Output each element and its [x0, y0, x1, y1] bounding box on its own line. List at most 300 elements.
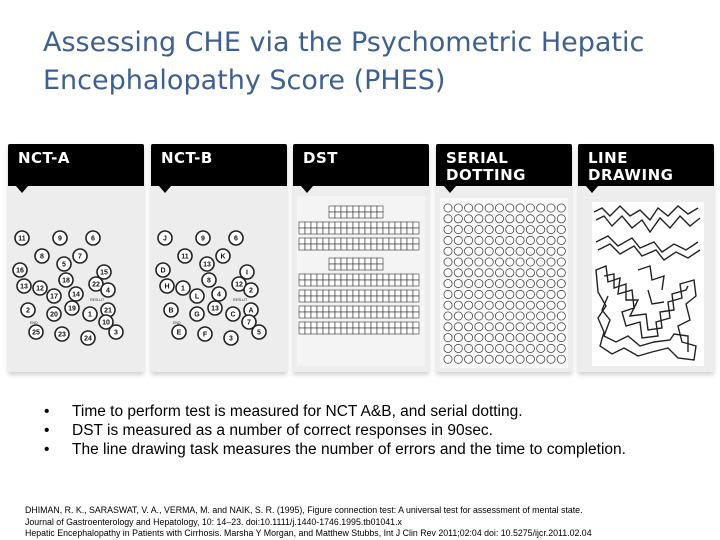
dst-symbol-box	[359, 244, 365, 250]
dst-symbol-box	[335, 322, 341, 328]
dotting-circle	[516, 290, 524, 298]
dotting-circle	[526, 215, 534, 223]
dst-symbol-box	[413, 322, 419, 328]
dst-symbol-box	[371, 238, 377, 244]
dst-symbol-box	[359, 206, 365, 212]
dst-symbol-box	[377, 228, 383, 234]
dotting-circle	[485, 236, 493, 244]
circle-label: 13	[203, 261, 211, 269]
dotting-circle	[516, 323, 524, 331]
dotting-circle	[516, 247, 524, 255]
start-label: RESLUT	[90, 298, 105, 302]
dst-symbol-box	[359, 264, 365, 270]
dotting-circle	[557, 247, 565, 255]
dst-symbol-box	[311, 290, 317, 296]
circle-label: 2	[26, 307, 30, 315]
dst-symbol-box	[371, 290, 377, 296]
dotting-circle	[526, 204, 534, 212]
slide-title-line-1: Assessing CHE via the Psychometric Hepatic	[43, 27, 645, 58]
dst-symbol-box	[323, 238, 329, 244]
dst-symbol-box	[377, 264, 383, 270]
dst-symbol-box	[341, 238, 347, 244]
dst-symbol-box	[365, 206, 371, 212]
dst-symbol-box	[401, 290, 407, 296]
dotting-circle	[475, 290, 483, 298]
dst-symbol-box	[341, 264, 347, 270]
reference-line-2: Journal of Gastroenterology and Hepatology, 10: 14–23. doi:10.1111/j.1440-1746.1995.tb01041.x	[25, 516, 402, 527]
dst-symbol-box	[299, 222, 305, 228]
dst-symbol-box	[401, 328, 407, 334]
dotting-circle	[547, 355, 555, 363]
circle-label: 11	[181, 253, 189, 261]
circle-label: 18	[62, 277, 70, 285]
dotting-circle	[547, 226, 555, 234]
dst-symbol-box	[371, 328, 377, 334]
dst-symbol-box	[383, 296, 389, 302]
dst-symbol-box	[341, 258, 347, 264]
panel-header	[151, 144, 287, 186]
dst-symbol-box	[413, 274, 419, 280]
circle-label: 10	[102, 319, 110, 327]
dotting-circle	[526, 312, 534, 320]
dst-symbol-box	[311, 228, 317, 234]
dotting-circle	[557, 215, 565, 223]
dst-symbol-box	[305, 312, 311, 318]
dotting-circle	[485, 280, 493, 288]
dotting-circle	[454, 258, 462, 266]
dst-symbol-box	[389, 222, 395, 228]
dst-symbol-box	[359, 212, 365, 218]
dst-symbol-box	[389, 274, 395, 280]
circle-label: I	[246, 269, 248, 277]
dst-symbol-box	[329, 280, 335, 286]
dst-symbol-box	[347, 264, 353, 270]
dst-symbol-box	[329, 222, 335, 228]
dotting-circle	[475, 236, 483, 244]
start-label: RESLUT	[233, 298, 248, 302]
dst-symbol-box	[299, 322, 305, 328]
dst-symbol-box	[377, 312, 383, 318]
dst-symbol-box	[365, 274, 371, 280]
dst-symbol-box	[413, 238, 419, 244]
dst-symbol-box	[359, 296, 365, 302]
dotting-circle	[557, 301, 565, 309]
dotting-circle	[444, 312, 452, 320]
dst-symbol-box	[377, 280, 383, 286]
dst-symbol-box	[401, 274, 407, 280]
dst-symbol-box	[377, 244, 383, 250]
dst-symbol-box	[317, 306, 323, 312]
dotting-circle	[506, 312, 514, 320]
panel-label-line-drawing: LINE DRAWING	[588, 149, 674, 184]
dotting-circle	[516, 215, 524, 223]
dotting-circle	[506, 301, 514, 309]
dst-symbol-box	[365, 290, 371, 296]
dst-symbol-box	[383, 274, 389, 280]
panel-header	[8, 144, 144, 186]
circle-label: J	[163, 235, 167, 243]
circle-label: 4	[217, 291, 221, 299]
dotting-circle	[547, 344, 555, 352]
dst-symbol-box	[329, 228, 335, 234]
dotting-circle	[465, 226, 473, 234]
dst-symbol-box	[377, 274, 383, 280]
dst-symbol-box	[377, 306, 383, 312]
dst-symbol-box	[401, 280, 407, 286]
dotting-circle	[475, 269, 483, 277]
dst-symbol-box	[413, 222, 419, 228]
dst-symbol-box	[401, 296, 407, 302]
dst-symbol-box	[407, 296, 413, 302]
dst-symbol-box	[299, 280, 305, 286]
dotting-circle	[547, 236, 555, 244]
dst-symbol-box	[323, 274, 329, 280]
dst-symbol-box	[353, 328, 359, 334]
dotting-circle	[506, 344, 514, 352]
dst-symbol-box	[323, 228, 329, 234]
dotting-circle	[495, 312, 503, 320]
dst-symbol-box	[401, 228, 407, 234]
panel-serial-dotting	[436, 144, 572, 372]
dst-symbol-box	[353, 312, 359, 318]
dotting-circle	[547, 290, 555, 298]
dst-symbol-box	[389, 280, 395, 286]
dst-symbol-box	[347, 274, 353, 280]
dst-symbol-box	[305, 238, 311, 244]
dst-symbol-box	[305, 290, 311, 296]
dotting-circle	[526, 258, 534, 266]
dst-symbol-box	[365, 228, 371, 234]
dotting-circle	[485, 301, 493, 309]
slide-title-line-2: Encephalopathy Score (PHES)	[43, 65, 446, 96]
dotting-circle	[454, 204, 462, 212]
dst-symbol-box	[353, 228, 359, 234]
dst-symbol-box	[317, 238, 323, 244]
dst-symbol-box	[317, 290, 323, 296]
circle-label: 19	[68, 305, 76, 313]
dst-symbol-box	[347, 258, 353, 264]
circle-label: G	[194, 311, 200, 319]
dst-symbol-box	[359, 238, 365, 244]
dst-symbol-box	[323, 328, 329, 334]
dst-symbol-box	[341, 280, 347, 286]
circle-label: 2	[249, 287, 253, 295]
dotting-circle	[547, 215, 555, 223]
dst-symbol-box	[365, 328, 371, 334]
dotting-circle	[465, 258, 473, 266]
circle-label: 13	[211, 305, 219, 313]
dotting-circle	[485, 334, 493, 342]
dotting-circle	[547, 323, 555, 331]
dst-symbol-box	[323, 306, 329, 312]
circle-label: 15	[100, 269, 108, 277]
dotting-circle	[506, 334, 514, 342]
dotting-circle	[475, 355, 483, 363]
dotting-circle	[485, 226, 493, 234]
dst-symbol-box	[365, 312, 371, 318]
dst-symbol-box	[353, 306, 359, 312]
dst-symbol-box	[377, 322, 383, 328]
circle-label: 22	[92, 281, 100, 289]
dst-symbol-box	[389, 244, 395, 250]
dst-symbol-box	[407, 222, 413, 228]
dotting-circle	[537, 204, 545, 212]
dst-symbol-box	[401, 306, 407, 312]
references	[25, 505, 715, 540]
dst-symbol-box	[395, 290, 401, 296]
dst-symbol-box	[323, 280, 329, 286]
bullet-item: • The line drawing task measures the number of errors and the time to completion.	[44, 440, 684, 459]
dst-symbol-box	[323, 244, 329, 250]
dotting-circle	[495, 258, 503, 266]
dst-symbol-box	[365, 244, 371, 250]
dst-symbol-box	[395, 322, 401, 328]
dotting-circle	[454, 247, 462, 255]
dst-symbol-box	[365, 264, 371, 270]
panel-header	[578, 144, 714, 186]
dst-symbol-box	[407, 322, 413, 328]
dst-symbol-box	[335, 264, 341, 270]
dst-symbol-box	[305, 274, 311, 280]
circle-label: 14	[72, 291, 80, 299]
dotting-circle	[547, 280, 555, 288]
dst-symbol-box	[341, 206, 347, 212]
dotting-circle	[516, 334, 524, 342]
dotting-circle	[557, 344, 565, 352]
dst-symbol-box	[299, 228, 305, 234]
dotting-circle	[537, 344, 545, 352]
dotting-circle	[444, 355, 452, 363]
circle-label: 11	[18, 235, 26, 243]
dst-symbol-box	[389, 328, 395, 334]
dst-symbol-box	[353, 238, 359, 244]
dotting-circle	[465, 236, 473, 244]
circle-label: 4	[106, 287, 110, 295]
dst-test-sheet	[293, 186, 429, 372]
dst-symbol-box	[365, 212, 371, 218]
dst-symbol-box	[305, 222, 311, 228]
dst-symbol-box	[299, 328, 305, 334]
dotting-circle	[495, 269, 503, 277]
dst-symbol-box	[335, 212, 341, 218]
dst-symbol-box	[311, 296, 317, 302]
dotting-circle	[506, 215, 514, 223]
dst-symbol-box	[359, 290, 365, 296]
dotting-circle	[444, 247, 452, 255]
dotting-circle	[516, 226, 524, 234]
dst-symbol-box	[347, 290, 353, 296]
dotting-circle	[537, 334, 545, 342]
dst-symbol-box	[377, 296, 383, 302]
dotting-circle	[506, 236, 514, 244]
dst-symbol-box	[377, 328, 383, 334]
dotting-circle	[465, 290, 473, 298]
dst-symbol-box	[395, 222, 401, 228]
panel-line-drawing	[578, 144, 714, 372]
dotting-circle	[506, 258, 514, 266]
dst-symbol-box	[353, 290, 359, 296]
dotting-circle	[485, 269, 493, 277]
dst-symbol-box	[383, 238, 389, 244]
dst-symbol-box	[395, 306, 401, 312]
dst-symbol-box	[323, 290, 329, 296]
dotting-circle	[526, 269, 534, 277]
dotting-circle	[454, 312, 462, 320]
dotting-circle	[485, 323, 493, 331]
dst-symbol-box	[407, 306, 413, 312]
dotting-circle	[465, 323, 473, 331]
dotting-circle	[475, 312, 483, 320]
dst-symbol-box	[341, 244, 347, 250]
dotting-circle	[475, 280, 483, 288]
dst-symbol-box	[371, 258, 377, 264]
dotting-circle	[506, 323, 514, 331]
dst-symbol-box	[359, 280, 365, 286]
dst-symbol-box	[341, 322, 347, 328]
dst-symbol-box	[359, 328, 365, 334]
dst-symbol-box	[359, 312, 365, 318]
dotting-circle	[444, 280, 452, 288]
dst-symbol-box	[311, 306, 317, 312]
dst-symbol-box	[383, 222, 389, 228]
panel-nct-b	[151, 144, 287, 372]
dst-symbol-box	[413, 244, 419, 250]
dotting-circle	[454, 344, 462, 352]
dst-symbol-box	[371, 280, 377, 286]
dotting-circle	[444, 344, 452, 352]
dst-symbol-box	[305, 306, 311, 312]
dst-symbol-box	[365, 258, 371, 264]
circle-label: 13	[20, 283, 28, 291]
dst-symbol-box	[335, 244, 341, 250]
dst-symbol-box	[335, 306, 341, 312]
dotting-circle	[547, 204, 555, 212]
dst-symbol-box	[347, 228, 353, 234]
dotting-circle	[526, 226, 534, 234]
dotting-circle	[557, 258, 565, 266]
dst-symbol-box	[407, 280, 413, 286]
dst-symbol-box	[353, 274, 359, 280]
dst-symbol-box	[371, 212, 377, 218]
dotting-circle	[495, 344, 503, 352]
circle-label: 21	[104, 307, 112, 315]
dst-symbol-box	[371, 206, 377, 212]
dst-symbol-box	[383, 280, 389, 286]
dst-symbol-box	[371, 228, 377, 234]
nct-b-test-sheet	[151, 186, 287, 372]
dotting-circle	[516, 280, 524, 288]
dst-symbol-box	[389, 228, 395, 234]
dst-symbol-box	[299, 290, 305, 296]
panel-header	[436, 144, 572, 186]
dotting-circle	[444, 301, 452, 309]
dst-symbol-box	[311, 280, 317, 286]
dst-symbol-box	[329, 244, 335, 250]
dst-symbol-box	[341, 212, 347, 218]
reference-line-1: DHIMAN, R. K., SARASWAT, V. A., VERMA, M. and NAIK, S. R. (1995), Figure connection test: A universal test for assessment of mental state.	[25, 505, 583, 515]
dst-symbol-box	[365, 222, 371, 228]
dst-symbol-box	[317, 296, 323, 302]
dst-symbol-box	[371, 222, 377, 228]
dotting-circle	[495, 323, 503, 331]
dst-symbol-box	[389, 312, 395, 318]
dotting-circle	[506, 204, 514, 212]
dst-symbol-box	[395, 328, 401, 334]
dst-symbol-box	[305, 280, 311, 286]
dst-symbol-box	[413, 228, 419, 234]
dotting-circle	[475, 215, 483, 223]
dst-symbol-box	[365, 296, 371, 302]
dotting-circle	[444, 204, 452, 212]
dst-symbol-box	[359, 306, 365, 312]
dst-symbol-box	[311, 274, 317, 280]
dotting-circle	[537, 355, 545, 363]
dst-symbol-box	[395, 244, 401, 250]
dotting-circle	[444, 269, 452, 277]
dotting-circle	[454, 355, 462, 363]
dotting-circle	[475, 204, 483, 212]
circle-label: 20	[50, 311, 58, 319]
dst-symbol-box	[407, 244, 413, 250]
dotting-circle	[495, 301, 503, 309]
dst-symbol-box	[395, 296, 401, 302]
dotting-circle	[495, 226, 503, 234]
dst-symbol-box	[413, 312, 419, 318]
dst-symbol-box	[353, 280, 359, 286]
dst-symbol-box	[353, 258, 359, 264]
dotting-circle	[495, 204, 503, 212]
dotting-circle	[526, 290, 534, 298]
circle-label: 9	[201, 235, 205, 243]
dst-symbol-box	[329, 258, 335, 264]
dst-symbol-box	[383, 290, 389, 296]
panel-dst	[293, 144, 429, 372]
dst-symbol-box	[323, 296, 329, 302]
dotting-circle	[557, 236, 565, 244]
dst-symbol-box	[305, 296, 311, 302]
dst-symbol-box	[341, 274, 347, 280]
dotting-circle	[547, 258, 555, 266]
dst-symbol-box	[377, 290, 383, 296]
dst-symbol-box	[389, 296, 395, 302]
circle-label: 1	[88, 311, 92, 319]
dst-symbol-box	[395, 238, 401, 244]
dotting-circle	[465, 334, 473, 342]
dst-symbol-box	[329, 328, 335, 334]
bullet-item: • Time to perform test is measured for NCT A&B, and serial dotting.	[44, 402, 684, 421]
dst-symbol-box	[377, 222, 383, 228]
dst-symbol-box	[353, 222, 359, 228]
dst-symbol-box	[377, 212, 383, 218]
dst-symbol-box	[383, 312, 389, 318]
dst-symbol-box	[311, 322, 317, 328]
dotting-circle	[465, 280, 473, 288]
dst-symbol-box	[329, 238, 335, 244]
dst-symbol-box	[353, 296, 359, 302]
test-page	[592, 202, 704, 366]
dst-symbol-box	[335, 228, 341, 234]
dst-symbol-box	[413, 328, 419, 334]
dst-symbol-box	[299, 306, 305, 312]
circle-label: 5	[62, 261, 66, 269]
dst-symbol-box	[347, 238, 353, 244]
dotting-circle	[547, 247, 555, 255]
dst-symbol-box	[377, 206, 383, 212]
dotting-circle	[506, 290, 514, 298]
dst-symbol-box	[401, 322, 407, 328]
circle-label: 7	[247, 319, 251, 327]
dst-symbol-box	[317, 328, 323, 334]
